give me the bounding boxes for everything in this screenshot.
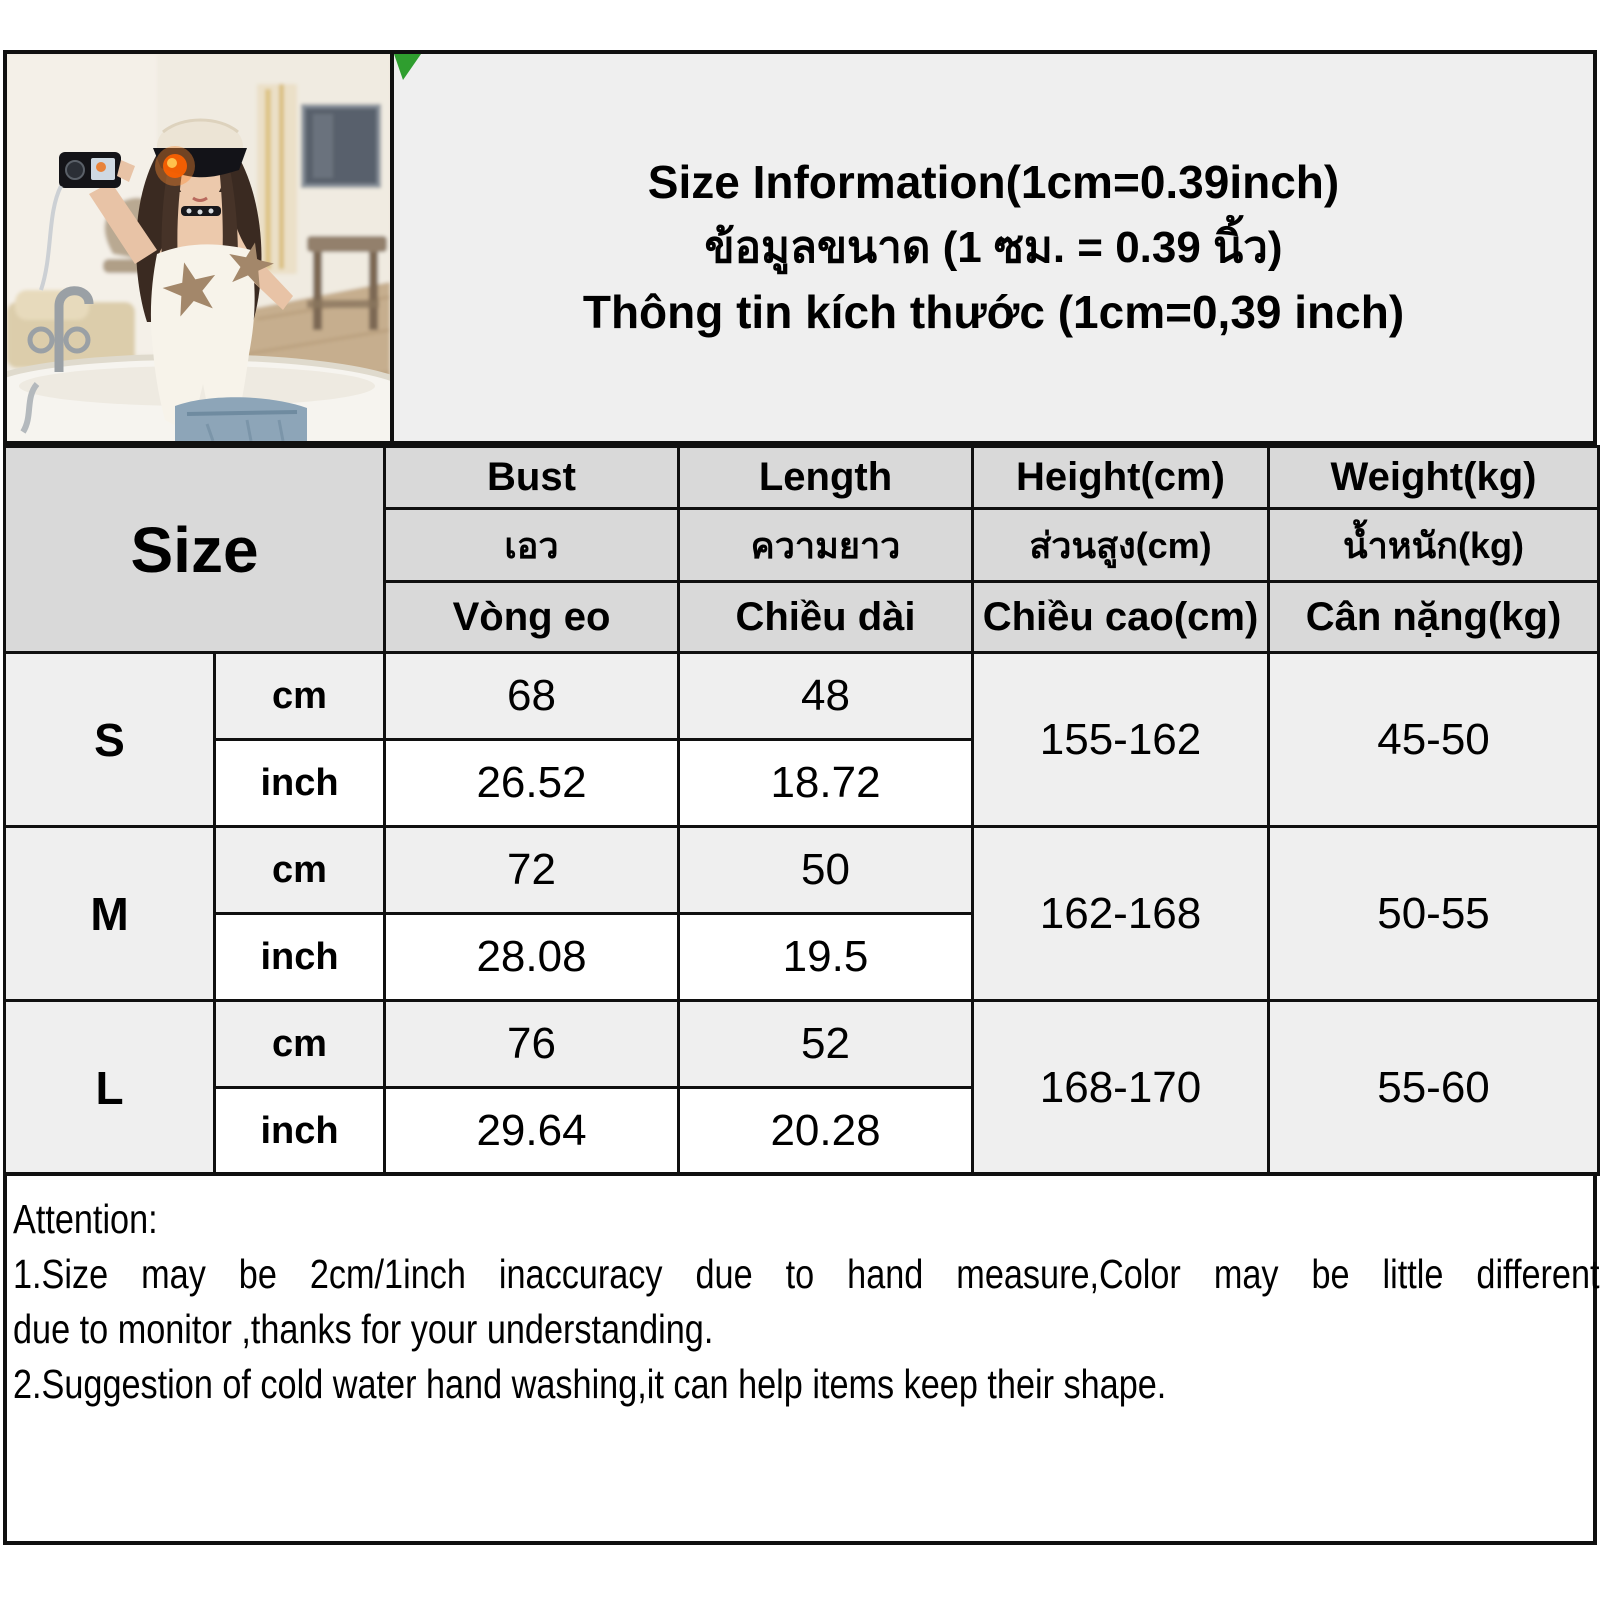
l-bust-cm: 76	[385, 1001, 679, 1088]
m-length-cm: 50	[679, 827, 973, 914]
col-header-length-vi: Chiều dài	[679, 582, 973, 653]
l-bust-inch: 29.64	[385, 1088, 679, 1175]
unit-inch-label: inch	[215, 914, 385, 1001]
col-header-length-th: ความยาว	[679, 509, 973, 582]
size-column-header: Size	[5, 447, 385, 653]
col-header-height-en: Height(cm)	[973, 447, 1269, 509]
attention-heading: Attention:	[13, 1196, 158, 1242]
s-height-range: 155-162	[973, 653, 1269, 827]
product-photo-illustration	[7, 54, 390, 441]
m-height-range: 162-168	[973, 827, 1269, 1001]
title-english: Size Information(1cm=0.39inch)	[647, 156, 1340, 208]
unit-cm-label: cm	[215, 827, 385, 914]
side-table	[307, 236, 387, 252]
col-header-weight-vi: Cân nặng(kg)	[1269, 582, 1599, 653]
table-row	[5, 1001, 1599, 1088]
col-header-weight-th: น้ำหนัก(kg)	[1269, 509, 1599, 582]
attention-note-2: 2.Suggestion of cold water hand washing,it can help items keep their shape.	[13, 1361, 1167, 1407]
unit-inch-label: inch	[215, 740, 385, 827]
title-vietnamese: Thông tin kích thước (1cm=0,39 inch)	[582, 286, 1405, 338]
table-row	[5, 827, 1599, 914]
m-length-inch: 19.5	[679, 914, 973, 1001]
s-bust-cm: 68	[385, 653, 679, 740]
col-header-bust-vi: Vòng eo	[385, 582, 679, 653]
unit-cm-label: cm	[215, 1001, 385, 1088]
table-row	[5, 653, 1599, 740]
attention-note-1-line-1: 1.Size may be 2cm/1inch inaccuracy due to hand measure,Color may be little different	[13, 1251, 1600, 1297]
l-length-inch: 20.28	[679, 1088, 973, 1175]
unit-cm-label: cm	[215, 653, 385, 740]
size-m-cell: M	[5, 827, 215, 1001]
col-header-length-en: Length	[679, 447, 973, 509]
col-header-height-th: ส่วนสูง(cm)	[973, 509, 1269, 582]
denim-shorts	[175, 397, 307, 441]
s-length-cm: 48	[679, 653, 973, 740]
m-bust-inch: 28.08	[385, 914, 679, 1001]
s-weight-range: 45-50	[1269, 653, 1599, 827]
l-length-cm: 52	[679, 1001, 973, 1088]
size-l-cell: L	[5, 1001, 215, 1175]
title-thai: ข้อมูลขนาด (1 ซม. = 0.39 นิ้ว)	[704, 223, 1283, 272]
attention-note-1-line-2: due to monitor ,thanks for your understanding.	[13, 1306, 714, 1352]
col-header-bust-en: Bust	[385, 447, 679, 509]
attention-notes-box	[3, 1172, 1600, 1545]
l-height-range: 168-170	[973, 1001, 1269, 1175]
top-section	[3, 50, 1597, 445]
col-header-bust-th: เอว	[385, 509, 679, 582]
m-bust-cm: 72	[385, 827, 679, 914]
size-info-header	[394, 54, 1593, 441]
size-table	[3, 445, 1600, 1176]
col-header-weight-en: Weight(kg)	[1269, 447, 1599, 509]
l-weight-range: 55-60	[1269, 1001, 1599, 1175]
s-bust-inch: 26.52	[385, 740, 679, 827]
m-weight-range: 50-55	[1269, 827, 1599, 1001]
product-photo	[7, 54, 394, 441]
col-header-height-vi: Chiều cao(cm)	[973, 582, 1269, 653]
unit-inch-label: inch	[215, 1088, 385, 1175]
s-length-inch: 18.72	[679, 740, 973, 827]
size-s-cell: S	[5, 653, 215, 827]
green-corner-flag-icon	[394, 54, 424, 82]
attention-notes	[13, 1192, 1600, 1412]
